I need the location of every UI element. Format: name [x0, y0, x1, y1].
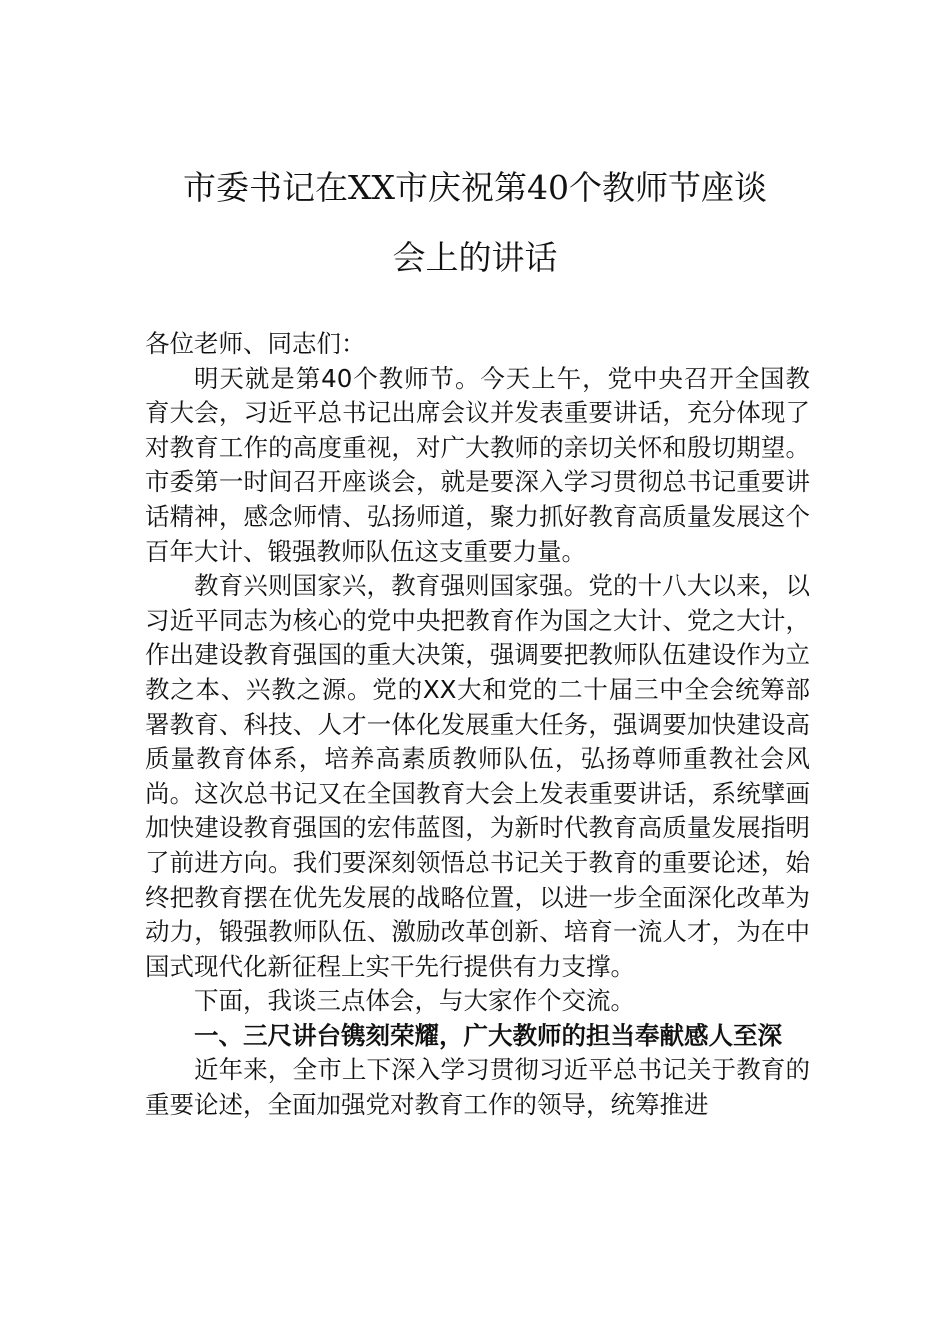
paragraph: 明天就是第40个教师节。今天上午，党中央召开全国教育大会，习近平总书记出席会议并发表重要讲话，充分体现了对教育工作的高度重视，对广大教师的亲切关怀和殷切期望。市委第一时间召开座谈会，就是要深入学习贯彻总书记重要讲话精神，感念师情、弘扬师道，聚力抓好教育高质量发展这个百年大计、锻强教师队伍这支重要力量。	[145, 363, 810, 566]
salutation: 各位老师、同志们：	[145, 329, 366, 358]
section-heading: 一、三尺讲台镌刻荣耀，广大教师的担当奉献感人至深	[194, 1020, 782, 1050]
document-body	[145, 327, 810, 1123]
document-title-line-2: 会上的讲话	[392, 238, 558, 277]
paragraph: 教育兴则国家兴，教育强则国家强。党的十八大以来，以习近平同志为核心的党中央把教育作为国之大计、党之大计，作出建设教育强国的重大决策，强调要把教师队伍建设作为立教之本、兴教之源。党的XX大和党的二十届三中全会统筹部署教育、科技、人才一体化发展重大任务，强调要加快建设高质量教育体系，培养高素质教师队伍，弘扬尊师重教社会风尚。这次总书记又在全国教育大会上发表重要讲话，系统擘画加快建设教育强国的宏伟蓝图，为新时代教育高质量发展指明了前进方向。我们要深刻领悟总书记关于教育的重要论述，始终把教育摆在优先发展的战略位置，以进一步全面深化改革为动力，锻强教师队伍、激励改革创新、培育一流人才，为在中国式现代化新征程上实干先行提供有力支撑。	[145, 571, 810, 981]
paragraph: 下面，我谈三点体会，与大家作个交流。	[194, 986, 635, 1016]
document-title-line-1: 市委书记在XX市庆祝第40个教师节座谈	[183, 168, 767, 207]
paragraph: 近年来，全市上下深入学习贯彻习近平总书记关于教育的重要论述，全面加强党对教育工作的领导，统筹推进	[145, 1055, 810, 1120]
